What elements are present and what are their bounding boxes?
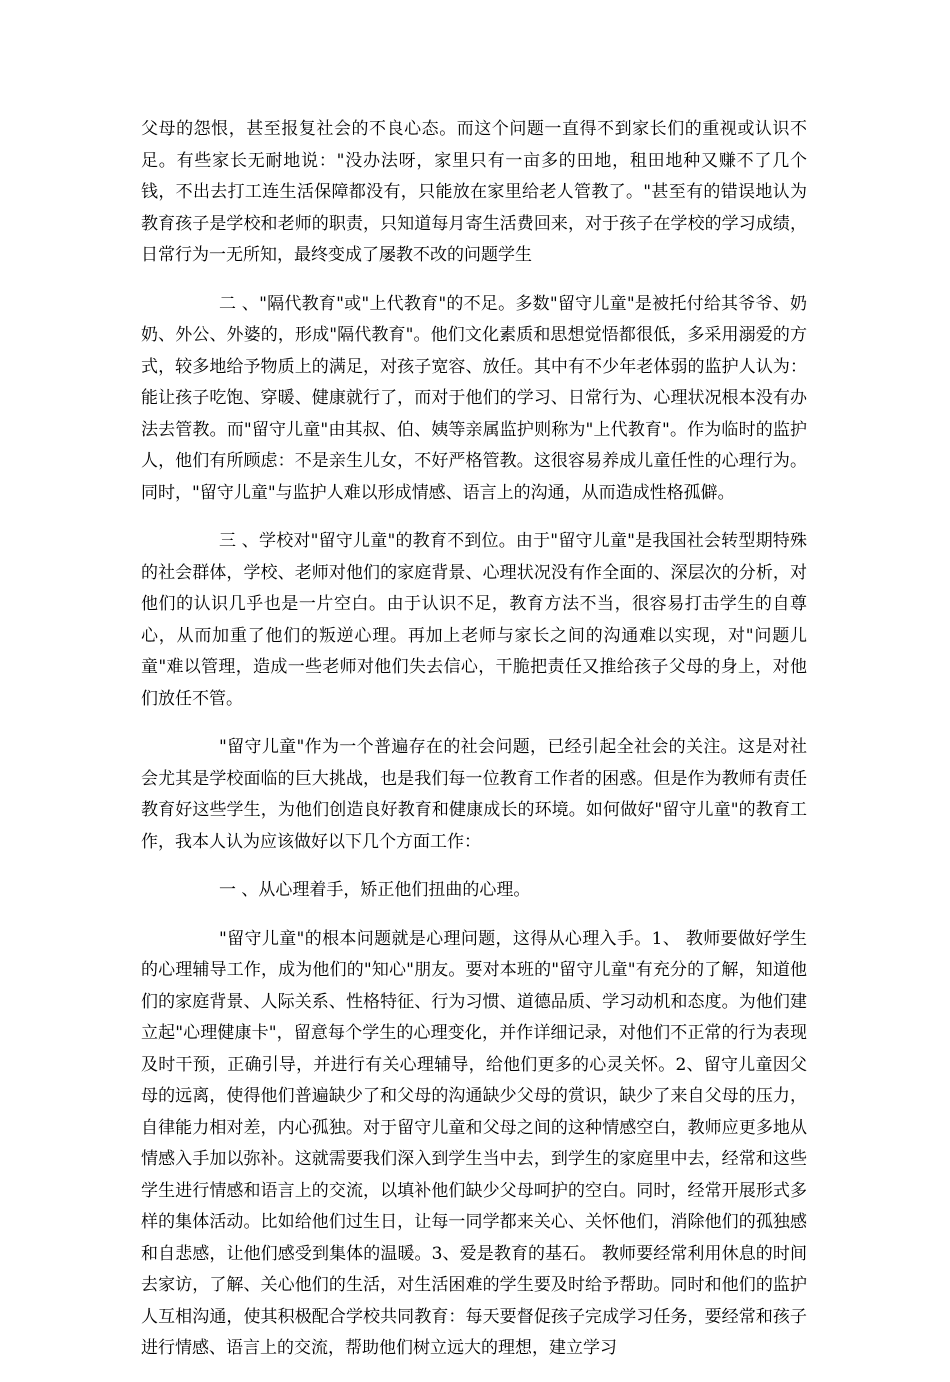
document-body: [141, 114, 807, 1382]
paragraph-section-three: 三 、学校对"留守儿童"的教育不到位。由于"留守儿童"是我国社会转型期特殊的社会群体，学校、老师对他们的家庭背景、心理状况没有作全面的、深层次的分析，对他们的认识几乎也是一片空白。由于认识不足，教育方法不当，很容易打击学生的自尊心，从而加重了他们的叛逆心理。再加上老师与家长之间的沟通难以实现，对"问题儿童"难以管理，造成一些老师对他们失去信心，干脆把责任又推给孩子父母的身上，对他们放任不管。: [141, 531, 807, 709]
section-heading-one: 一 、从心理着手，矫正他们扭曲的心理。: [219, 880, 531, 900]
paragraph-intro: 父母的怨恨，甚至报复社会的不良心态。而这个问题一直得不到家长们的重视或认识不足。有些家长无耐地说："没办法呀，家里只有一亩多的田地，租田地种又赚不了几个钱，不出去打工连生活保障都没有，只能放在家里给老人管教了。"甚至有的错误地认为教育孩子是学校和老师的职责，只知道每月寄生活费回来，对于孩子在学校的学习成绩，日常行为一无所知，最终变成了屡教不改的问题学生: [141, 119, 807, 265]
paragraph-transition: "留守儿童"作为一个普遍存在的社会问题，已经引起全社会的关注。这是对社会尤其是学校面临的巨大挑战，也是我们每一位教育工作者的困惑。但是作为教师有责任教育好这些学生，为他们创造良好教育和健康成长的环境。如何做好"留守儿童"的教育工作，我本人认为应该做好以下几个方面工作：: [141, 737, 807, 852]
paragraph-section-two: 二 、"隔代教育"或"上代教育"的不足。多数"留守儿童"是被托付给其爷爷、奶奶、外公、外婆的，形成"隔代教育"。他们文化素质和思想觉悟都很低，多采用溺爱的方式，较多地给予物质上的满足，对孩子宽容、放任。其中有不少年老体弱的监护人认为：能让孩子吃饱、穿暖、健康就行了，而对于他们的学习、日常行为、心理状况根本没有办法去管教。而"留守儿童"由其叔、伯、姨等亲属监护则称为"上代教育"。作为临时的监护人，他们有所顾虑：不是亲生儿女，不好严格管教。这很容易养成儿童任性的心理行为。同时，"留守儿童"与监护人难以形成情感、语言上的沟通，从而造成性格孤僻。: [141, 293, 807, 503]
paragraph-psychology: "留守儿童"的根本问题就是心理问题，这得从心理入手。1、 教师要做好学生的心理辅导工作，成为他们的"知心"朋友。要对本班的"留守儿童"有充分的了解，知道他们的家庭背景、人际关系、性格特征、行为习惯、道德品质、学习动机和态度。为他们建立起"心理健康卡"，留意每个学生的心理变化，并作详细记录，对他们不正常的行为表现及时干预，正确引导，并进行有关心理辅导，给他们更多的心灵关怀。2、留守儿童因父母的远离，使得他们普遍缺少了和父母的沟通缺少父母的赏识，缺少了来自父母的压力，自律能力相对差，内心孤独。对于留守儿童和父母之间的这种情感空白，教师应更多地从情感入手加以弥补。这就需要我们深入到学生当中去，到学生的家庭里中去，经常和这些学生进行情感和语言上的交流，以填补他们缺少父母呵护的空白。同时，经常开展形式多样的集体活动。比如给他们过生日，让每一同学都来关心、关怀他们，消除他们的孤独感和自悲感，让他们感受到集体的温暖。3、爱是教育的基石。 教师要经常利用休息的时间去家访，了解、关心他们的生活，对生活困难的学生要及时给予帮助。同时和他们的监护人互相沟通，使其积极配合学校共同教育：每天要督促孩子完成学习任务，要经常和孩子进行情感、语言上的交流，帮助他们树立远大的理想，建立学习: [141, 928, 807, 1358]
